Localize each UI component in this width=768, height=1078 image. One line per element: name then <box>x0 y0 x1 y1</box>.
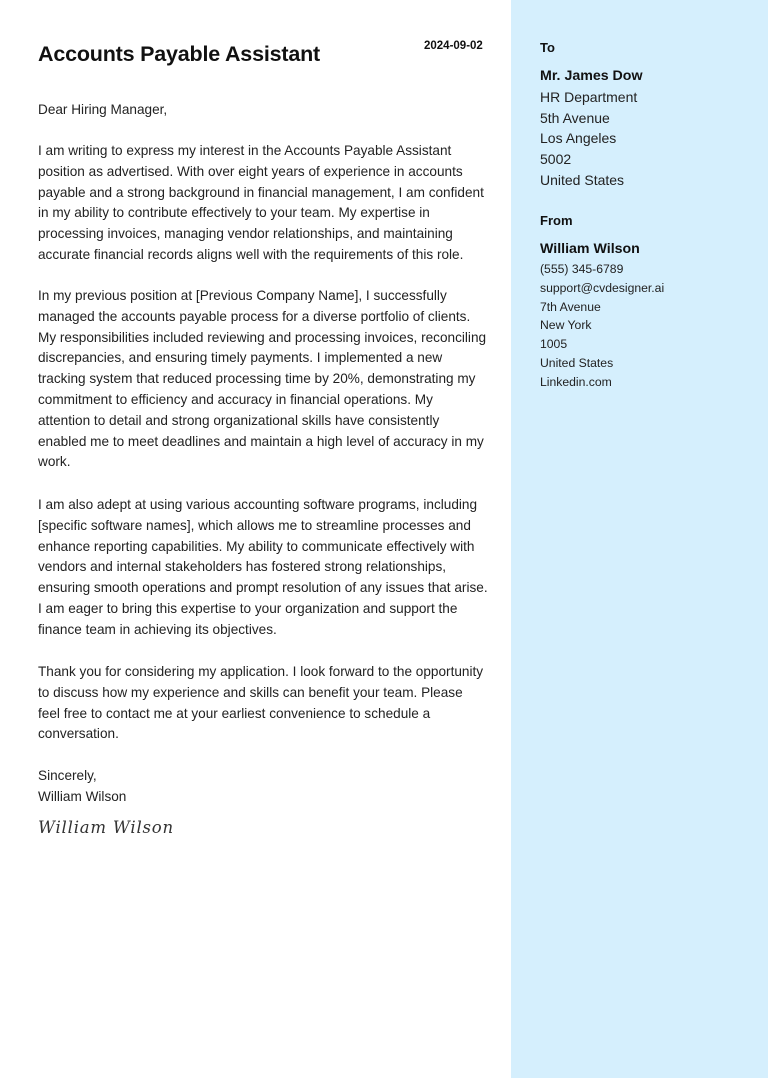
recipient-department: HR Department <box>540 88 638 105</box>
recipient-zip: 5002 <box>540 151 572 168</box>
recipient-city: Los Angeles <box>540 130 617 147</box>
sender-heading: From <box>540 213 573 228</box>
recipient-block <box>540 66 643 191</box>
sender-country: United States <box>540 355 614 370</box>
recipient-heading: To <box>540 40 555 55</box>
recipient-country: United States <box>540 171 625 188</box>
sender-block <box>540 239 664 392</box>
closing-phrase: Sincerely, <box>38 768 97 783</box>
sender-email[interactable]: support@cvdesigner.ai <box>540 280 665 295</box>
closing-block <box>38 766 126 808</box>
page-title: Accounts Payable Assistant <box>38 42 320 66</box>
sender-street: 7th Avenue <box>540 299 601 314</box>
salutation: Dear Hiring Manager, <box>38 102 168 117</box>
body-paragraph-1: I am writing to express my interest in the Accounts Payable Assistant position as advertised. With over eight years of experience in accounts payable and a strong background in financial management, I am confident in my ability to contribute effectively to your team. My expertise in processing invoices, managing vendor relationships, and maintaining accurate financial records aligns well with the requirements of this role. <box>38 143 484 262</box>
sender-website[interactable]: Linkedin.com <box>540 374 612 389</box>
handwritten-signature: William Wilson <box>38 818 174 837</box>
sender-city: New York <box>540 318 592 333</box>
recipient-street: 5th Avenue <box>540 109 610 126</box>
sender-name: William Wilson <box>540 241 640 257</box>
body-paragraph-2: In my previous position at [Previous Company Name], I successfully managed the accounts payable process for a diverse portfolio of clients. My responsibilities included reviewing and processing invoices, reconciling discrepancies, and ensuring timely payments. I implemented a new tracking system that reduced processing time by 20%, demonstrating my commitment to efficiency and accuracy in financial operations. My attention to detail and strong organizational skills have consistently enabled me to meet deadlines and maintain a high level of accuracy in my work. <box>38 288 487 470</box>
recipient-name: Mr. James Dow <box>540 68 643 84</box>
sender-zip: 1005 <box>540 337 568 352</box>
body-paragraph-3: I am also adept at using various accounting software programs, including [specific software names], which allows me to streamline processes and enhance reporting capabilities. My ability to communicate effectively with vendors and internal stakeholders has fostered strong relationships, ensuring smooth operations and prompt resolution of any issues that arise. I am eager to bring this expertise to your organization and support the finance team in achieving its objectives. <box>38 497 488 637</box>
sender-signoff-name: William Wilson <box>38 788 127 804</box>
body-paragraph-4: Thank you for considering my application. I look forward to the opportunity to discuss how my experience and skills can benefit your team. Please feel free to contact me at your earliest convenience to schedule a conversation. <box>38 664 484 742</box>
sender-phone: (555) 345-6789 <box>540 262 624 276</box>
letter-date: 2024-09-02 <box>424 40 483 52</box>
